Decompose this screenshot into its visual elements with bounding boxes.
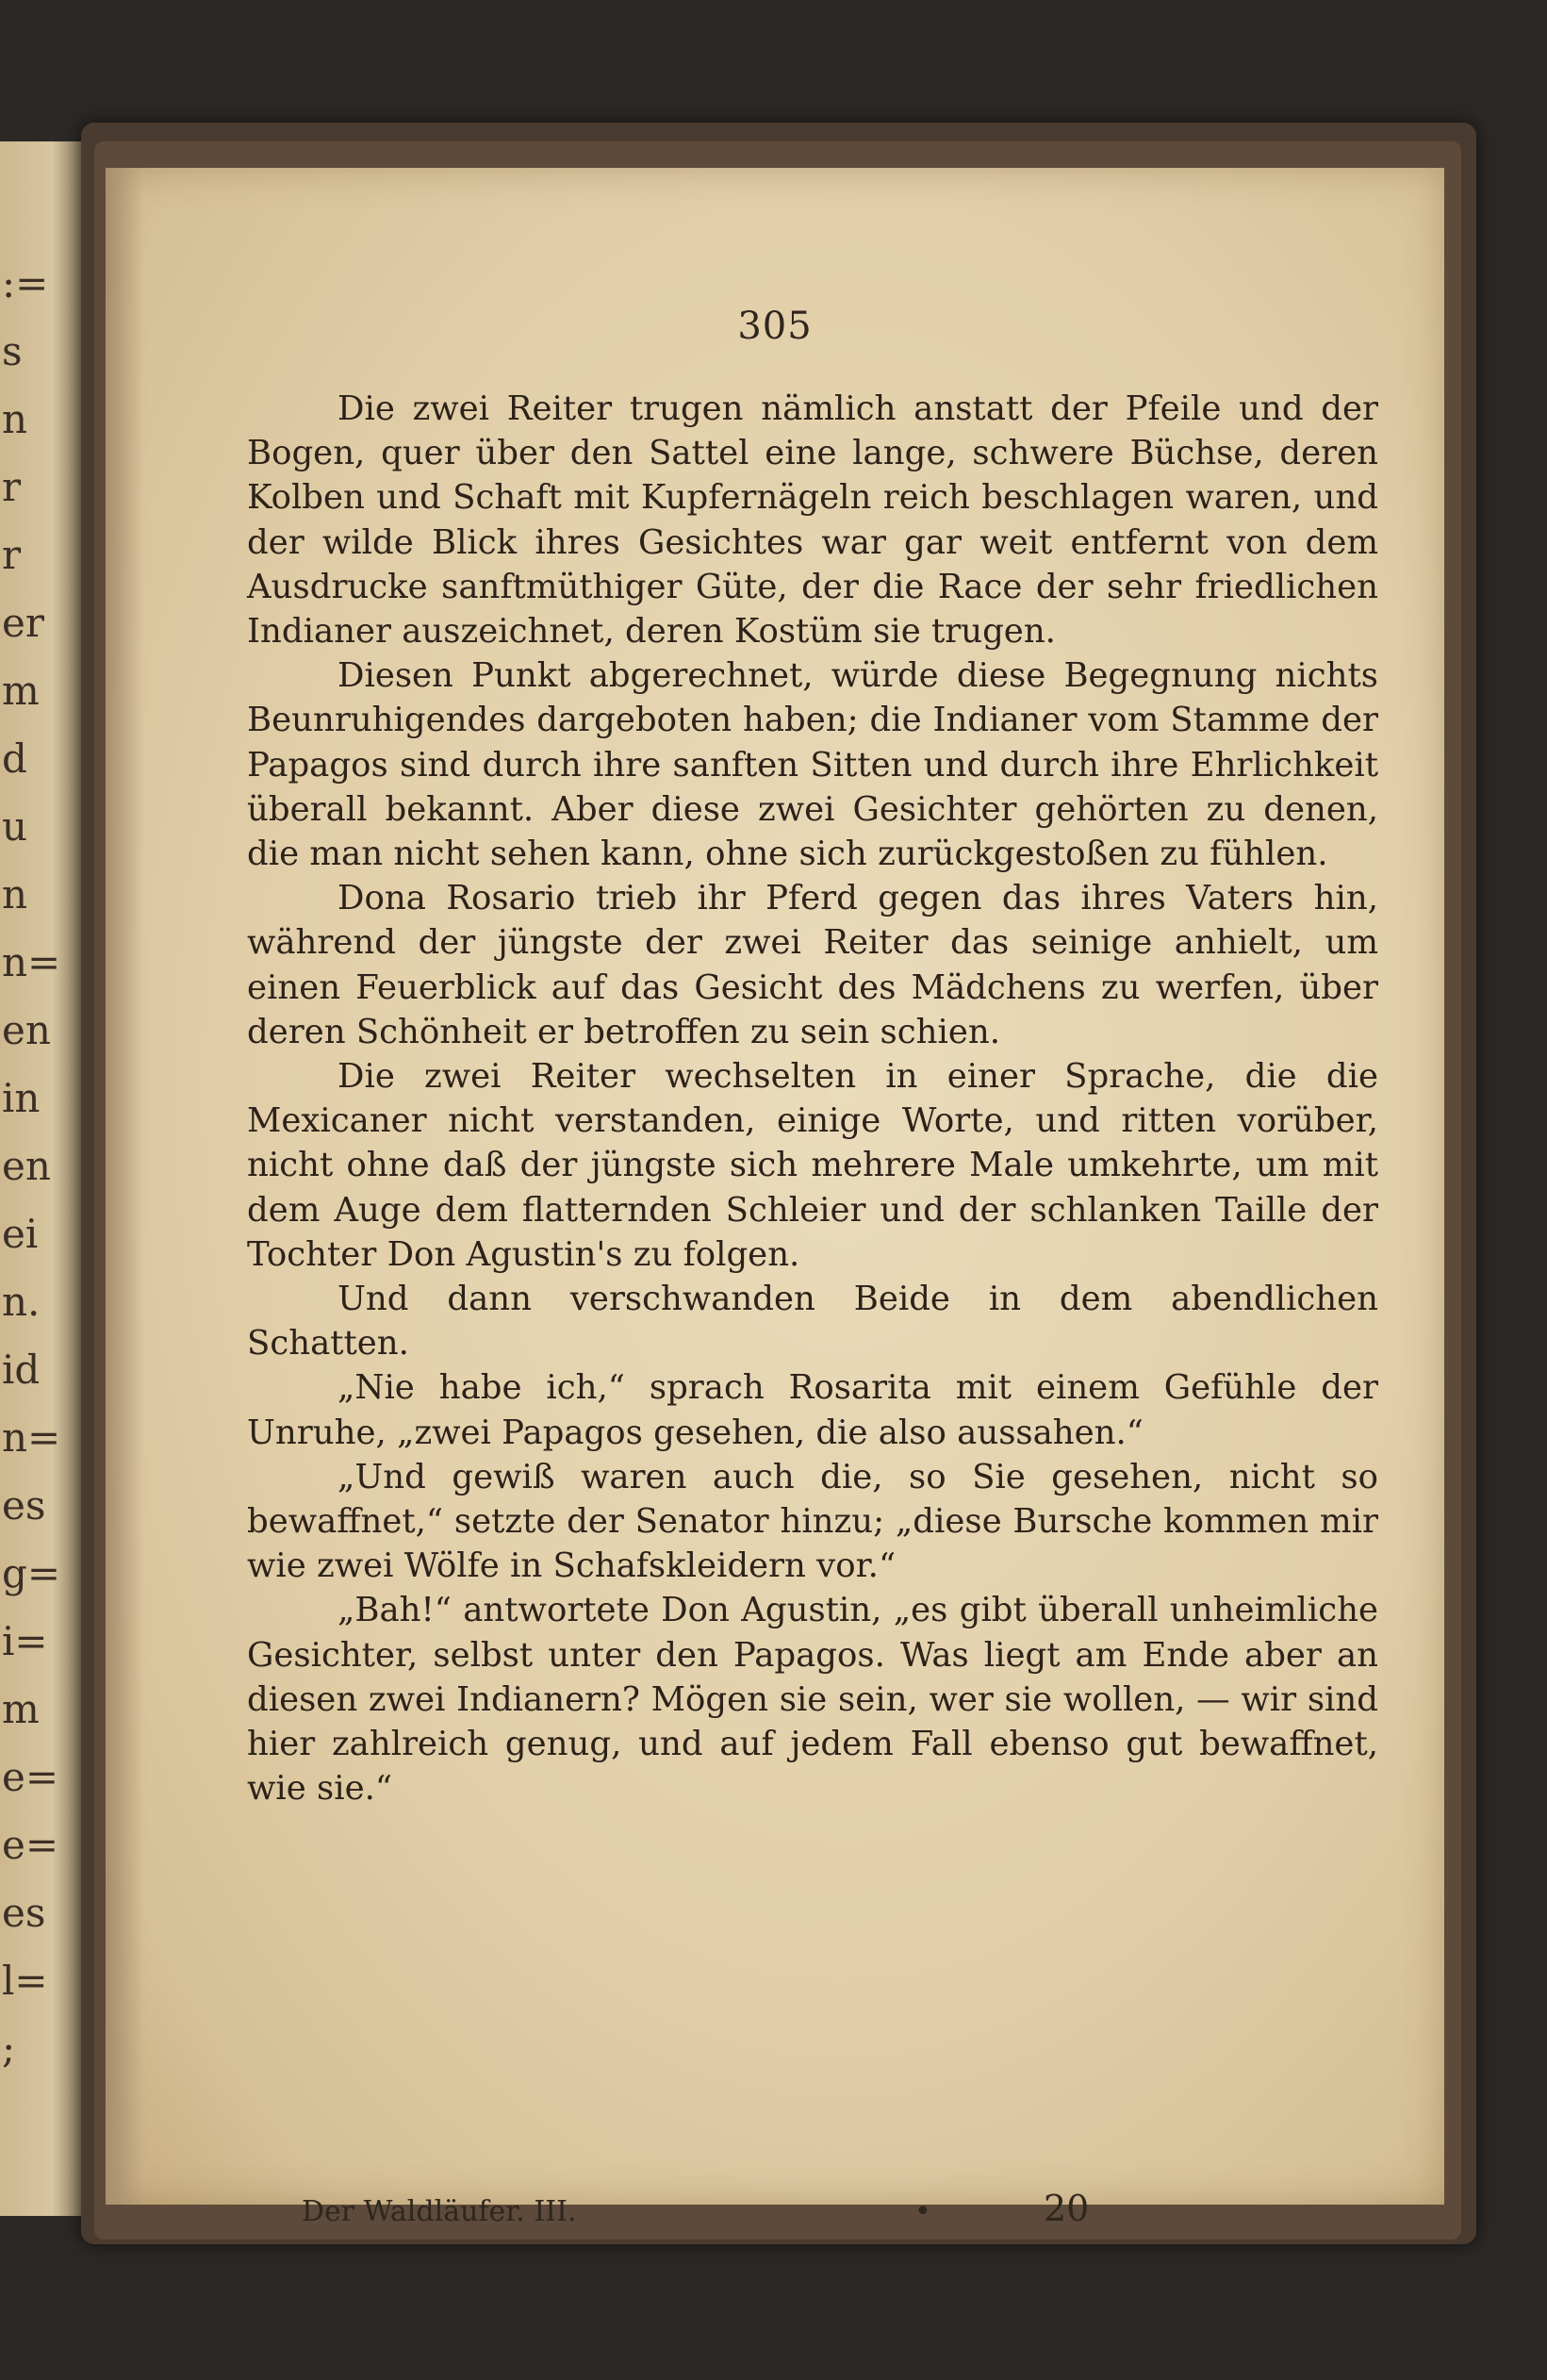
paragraph: Die zwei Reiter trugen nämlich anstatt der Pfeile und der Bogen, quer über den Sattel eine lange, schwere Büchse, deren Kolben und Schaft mit Kupfernägeln reich beschlagen waren, und der wilde Blick ihres Gesichtes war gar weit entfernt von dem Ausdrucke sanftmüthiger Güte, der die Race der sehr friedlichen Indianer auszeichnet, deren Kostüm sie trugen. <box>247 389 1378 652</box>
left-page-line-fragment: es <box>2 1890 46 1936</box>
left-page-line-fragment: en <box>2 1143 51 1189</box>
left-page-line-fragment: en <box>2 1007 51 1053</box>
left-page-line-fragment: := <box>2 260 49 306</box>
page-footer <box>106 2188 1444 2242</box>
left-page-line-fragment: n <box>2 396 28 442</box>
paragraph: Und dann verschwanden Beide in dem abendlichen Schatten. <box>247 1280 1378 1364</box>
left-page-edge <box>0 141 87 2216</box>
left-page-line-fragment: l= <box>2 1958 48 2004</box>
left-page-line-fragment: n= <box>2 939 61 985</box>
paragraph: „Nie habe ich,“ sprach Rosarita mit einem Gefühle der Unruhe, „zwei Papagos gesehen, die also aussahen.“ <box>247 1368 1378 1452</box>
paragraph: „Und gewiß waren auch die, so Sie gesehen, nicht so bewaffnet,“ setzte der Senator hinzu; „diese Bursche kommen mir wie zwei Wölfe in Schafskleidern vor.“ <box>247 1457 1378 1586</box>
left-page-line-fragment: n. <box>2 1279 41 1325</box>
left-page-line-fragment: er <box>2 600 44 646</box>
left-page-line-fragment: d <box>2 735 27 782</box>
left-page-line-fragment: g= <box>2 1550 61 1596</box>
left-page-line-fragment: ei <box>2 1211 39 1257</box>
left-page-line-fragment: u <box>2 803 28 850</box>
page-number: 305 <box>737 305 813 348</box>
left-page-line-fragment: e= <box>2 1754 59 1800</box>
left-page-line-fragment: s <box>2 328 23 374</box>
left-page-line-fragment: i= <box>2 1618 48 1664</box>
paragraph: Die zwei Reiter wechselten in einer Sprache, die die Mexicaner nicht verstanden, einige Worte, und ritten vorüber, nicht ohne daß der jüngste sich mehrere Male umkehrte, um mit dem Auge dem flatternden Schleier und der schlanken Taille der Tochter Don Agustin's zu folgen. <box>247 1057 1378 1274</box>
left-page-line-fragment: r <box>2 464 22 510</box>
footer-signature-number: 20 <box>1044 2188 1090 2229</box>
left-page-line-fragment: m <box>2 668 40 714</box>
book-page <box>106 168 1444 2229</box>
left-page-line-fragment: n <box>2 871 28 917</box>
left-page-line-fragment: m <box>2 1686 40 1732</box>
footer-book-title: Der Waldläufer. III. <box>302 2195 577 2228</box>
left-page-line-fragment: ; <box>2 2025 16 2072</box>
paragraph: Dona Rosario trieb ihr Pferd gegen das ihres Vaters hin, während der jüngste der zwei Reiter das seinige anhielt, um einen Feuerblick auf das Gesicht des Mädchens zu werfen, über deren Schönheit er betroffen zu sein schien. <box>247 879 1378 1051</box>
left-page-line-fragment: in <box>2 1075 41 1121</box>
body-text <box>247 387 1378 1811</box>
paragraph: „Bah!“ antwortete Don Agustin, „es gibt überall unheimliche Gesichter, selbst unter den Papagos. Was liegt am Ende aber an diesen zwei Indianern? Mögen sie sein, wer sie wollen, — wir sind hier zahlreich genug, und auf jedem Fall ebenso gut bewaffnet, wie sie.“ <box>247 1591 1378 1809</box>
left-page-line-fragment: es <box>2 1482 46 1529</box>
page-gutter-shadow <box>106 168 143 2205</box>
footer-dot: • <box>914 2195 931 2228</box>
left-page-line-fragment: id <box>2 1347 41 1393</box>
left-page-line-fragment: n= <box>2 1414 61 1461</box>
left-page-line-fragment: r <box>2 532 22 578</box>
paragraph: Diesen Punkt abgerechnet, würde diese Begegnung nichts Beunruhigendes dargeboten haben; die Indianer vom Stamme der Papagos sind durch ihre sanften Sitten und durch ihre Ehrlichkeit überall bekannt. Aber diese zwei Gesichter gehörten zu denen, die man nicht sehen kann, ohne sich zurückgestoßen zu fühlen. <box>247 656 1378 874</box>
left-page-line-fragment: e= <box>2 1822 59 1868</box>
